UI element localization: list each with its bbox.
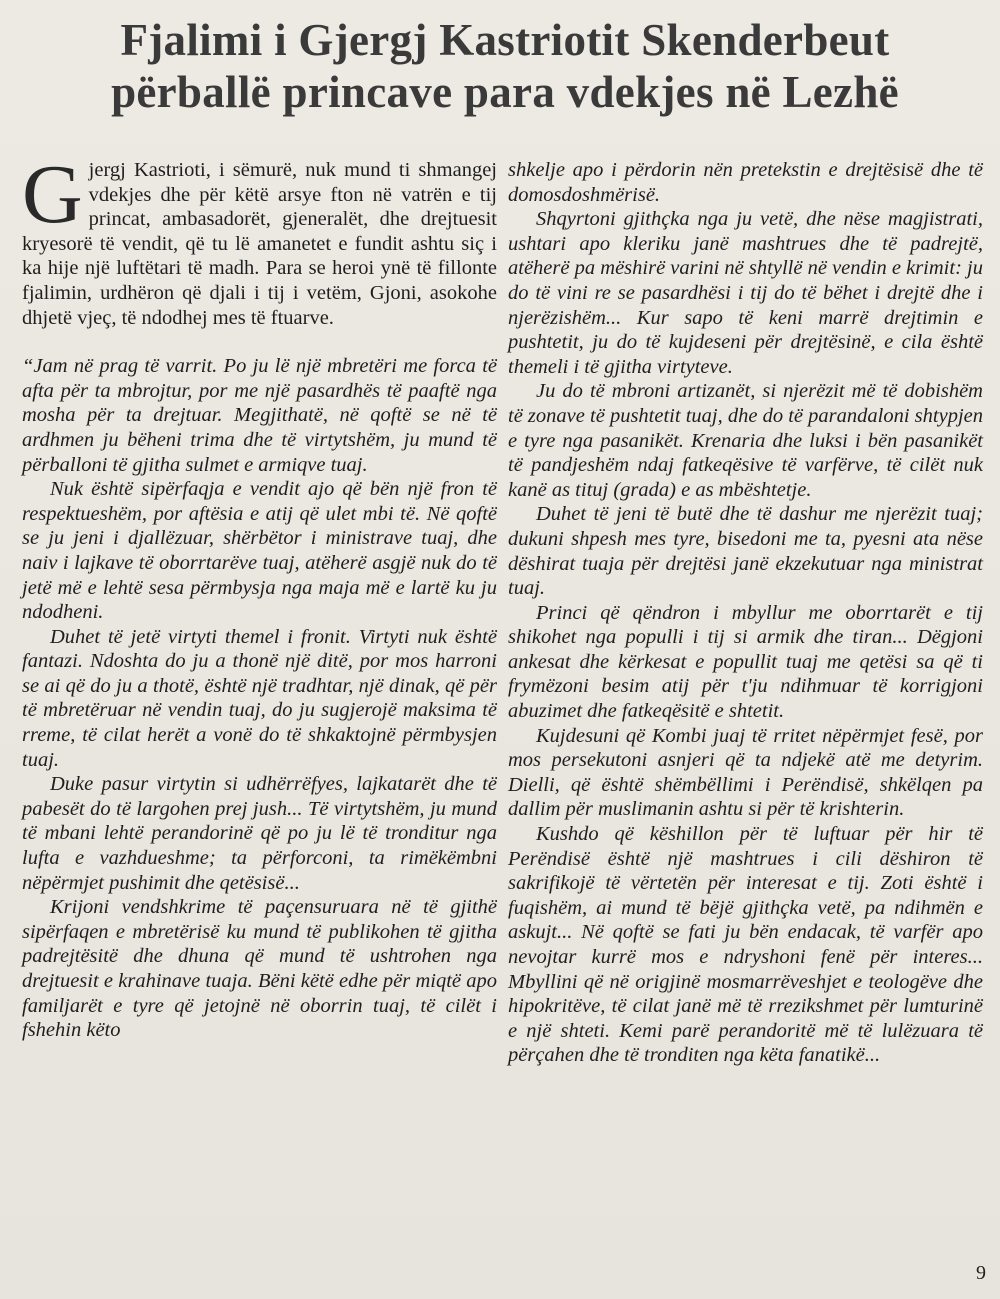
speech-paragraph: “Jam në prag të varrit. Po ju lë një mbretëri me forca të afta për ta mbrojtur, por me një pasardhës të paaftë nga mosha për ta drejtuar. Megjithatë, në qoftë se në të ardhmen ju bëheni trima dhe të virtytshëm, ju mund të përballoni të gjitha sulmet e armiqve tuaj. — [22, 355, 497, 476]
speech-paragraph: Princi që qëndron i mbyllur me oborrtarët e tij shikohet nga populli i tij si armik dhe tiran... Dëgjoni ankesat dhe kërkesat e popullit tuaj me qetësi sa që ti frymëzoni besim atij për t'ju ndihmuar të korrigjoni abuzimet dhe fatkeqësitë e shtetit. — [508, 601, 983, 723]
speech-paragraph: Duhet të jetë virtyti themel i fronit. Virtyti nuk është fantazi. Ndoshta do ju a thonë një ditë, por mos harroni se ai që do ju a thotë, është një tradhtar, një dinak, që për të mbretëruar në vendin tuaj, do ju sugjerojë maksima të rreme, të cilat herët a vonë do të shkaktojnë përmbysjen tuaj. — [22, 625, 497, 771]
speech-paragraph: Duke pasur virtytin si udhërrëfyes, lajkatarët dhe të pabesët do të largohen prej jush... Të virtytshëm, ju mund të mbani lehtë perandorinë që po ju lë të tronditur nga lufta e vazhdueshme; ta përforconi, ta rimëkëmbni nëpërmjet pushimit dhe qetësisë... — [22, 773, 497, 894]
speech-right — [508, 158, 983, 1068]
speech-paragraph: Nuk është sipërfaqja e vendit ajo që bën një fron të respektueshëm, por aftësia e atij që ulet mbi të. Në qoftë se ju jeni i djallëzuar, shërbëtor i ministrave tuaj, dhe naiv i lajkave të oborrtarëve tuaj, atëherë asgjë nuk do të jetë më e lehtë sesa përmbysja nga maja më e lartë ku ju ndodheni. — [22, 478, 497, 624]
speech-paragraph: Kujdesuni që Kombi juaj të rritet nëpërmjet fesë, por mos persekutoni asnjeri që ta ndjekë atë me detyrim. Dielli, që është shëmbëllimi i Perëndisë, shkëlqen pa dallim për muslimanin ashtu si për të krishterin. — [508, 724, 983, 821]
intro-paragraph — [22, 148, 497, 330]
title-line-1: Fjalimi i Gjergj Kastriotit Skenderbeut — [120, 15, 890, 65]
right-column — [508, 158, 983, 1068]
speech-left — [22, 354, 497, 1043]
page-title — [40, 14, 970, 118]
speech-paragraph: Duhet të jeni të butë dhe të dashur me njerëzit tuaj; dukuni shpesh mes tyre, bisedoni me ta, pyesni ata nëse dëshirat tuaja për drejtësi janë ekzekutuar nga ministrat tuaj. — [508, 503, 983, 600]
speech-paragraph: Krijoni vendshkrime të paçensuruara në të gjithë sipërfaqen e mbretërisë ku mund të publikohen të gjitha padrejtësitë dhe dhuna që mund të ushtrohen nga drejtuesit e krahinave tuaja. Bëni këtë edhe për miqtë apo familjarët e tyre që jetojnë në oborrin tuaj, të cilët i fshehin këto — [22, 896, 497, 1042]
left-column — [22, 148, 497, 1043]
title-line-2: përballë princave para vdekjes në Lezhë — [111, 67, 899, 117]
intro-text: jergj Kastrioti, i sëmurë, nuk mund ti shmangej vdekjes dhe për këtë arsye fton në vatrën e tij princat, ambasadorët, gjeneralët, dhe drejtuesit kryesorë të vendit, që tu lë amanetet e fundit ashtu siç i ka hije një luftëtari të madh. Para se heroi ynë të fillonte fjalimin, urdhëron që djali i tij i vetëm, Gjoni, asokohe dhjetë vjeç, të ndodhej mes të ftuarve. — [22, 159, 497, 329]
page-number: 9 — [976, 1262, 986, 1284]
speech-paragraph: Kushdo që këshillon për të luftuar për hir të Perëndisë është një mashtrues i cili dëshiron të sakrifikojë të vërtetën për interesat e tij. Zoti është i fuqishëm, ai mund të bëjë gjithçka vetë, pa ndihmën e askujt... Në qoftë se fati ju bën endacak, të varfër apo nevojtar kurrë mos e ndryshoni fenë për interes... Mbyllini që në origjinë mosmarrëveshjet e teologëve dhe hipokritëve, të cilat janë më të rrezikshmet për lumturinë e një shteti. Kemi parë perandoritë më të lulëzuara të përçahen dhe të tronditen nga këta fanatikë... — [508, 823, 983, 1067]
speech-paragraph: Ju do të mbroni artizanët, si njerëzit më të dobishëm të zonave të pushtetit tuaj, dhe do të parandaloni shtypjen e tyre nga pasanikët. Krenaria dhe luksi i bën pasanikët të pandjeshëm ndaj fatkeqësive të varfërve, të cilët nuk kanë as tituj (grada) e as mbështetje. — [508, 380, 983, 501]
speech-paragraph: Shqyrtoni gjithçka nga ju vetë, dhe nëse magjistrati, ushtari apo kleriku janë mashtrues dhe të padrejtë, atëherë pa mëshirë varini në shtyllë në vendin e krimit: ju do të vini re se pasardhësi i tij do të bëhet i drejtë dhe i njerëzishëm... Kur sapo të keni marrë drejtimin e pushtetit, ju do të kujdeseni për drejtësinë, e cila është themeli i të gjitha virtyteve. — [508, 208, 983, 378]
drop-cap: G — [22, 148, 83, 241]
speech-paragraph: shkelje apo i përdorin nën pretekstin e drejtësisë dhe të domosdoshmërisë. — [508, 159, 983, 206]
